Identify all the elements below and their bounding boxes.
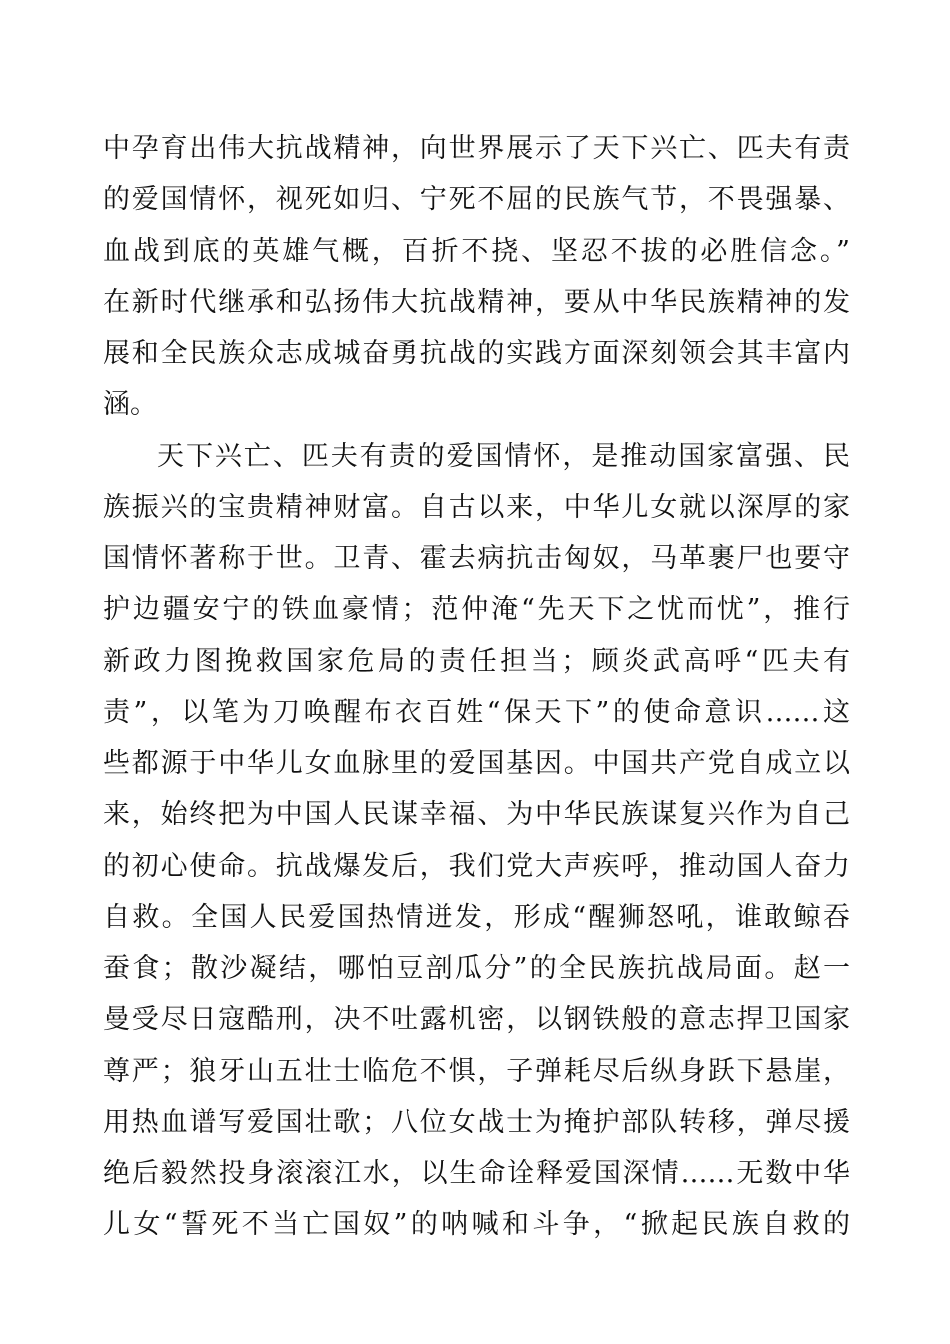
text-line: 用热血谱写爱国壮歌；八位女战士为掩护部队转移，弹尽援 (103, 1106, 850, 1138)
text-line: 绝后毅然投身滚滚江水，以生命诠释爱国深情……无数中华 (103, 1158, 850, 1189)
text-line: 来，始终把为中国人民谋幸福、为中华民族谋复兴作为自己 (103, 799, 850, 831)
text-line: 自救。全国人民爱国热情迸发，形成“醒狮怒吼，谁敢鲸吞 (103, 901, 850, 933)
text-line: 曼受尽日寇酷刑，决不吐露机密，以钢铁般的意志捍卫国家 (103, 1004, 850, 1036)
text-line: 蚕食；散沙凝结，哪怕豆剖瓜分”的全民族抗战局面。赵一 (103, 953, 850, 984)
text-line: 在新时代继承和弘扬伟大抗战精神，要从中华民族精神的发 (103, 286, 850, 318)
text-line: 涵。 (103, 389, 157, 421)
text-line: 族振兴的宝贵精神财富。自古以来，中华儿女就以深厚的家 (103, 491, 850, 523)
text-line: 尊严；狼牙山五壮士临危不惧，子弹耗尽后纵身跃下悬崖， (103, 1055, 850, 1087)
text-line: 天下兴亡、匹夫有责的爱国情怀，是推动国家富强、民 (157, 440, 850, 472)
text-line: 护边疆安宁的铁血豪情；范仲淹“先天下之忧而忧”，推行 (103, 594, 850, 626)
text-line: 血战到底的英雄气概，百折不挠、坚忍不拔的必胜信念。” (103, 235, 850, 267)
text-line: 展和全民族众志成城奋勇抗战的实践方面深刻领会其丰富内 (103, 338, 850, 369)
text-line: 的爱国情怀，视死如归、宁死不屈的民族气节，不畏强暴、 (103, 184, 850, 216)
text-line: 中孕育出伟大抗战精神，向世界展示了天下兴亡、匹夫有责 (103, 133, 850, 164)
text-line: 儿女“誓死不当亡国奴”的呐喊和斗争，“掀起民族自救的 (103, 1209, 850, 1241)
body-text (103, 123, 850, 1251)
paragraph-patriotism (103, 431, 850, 1251)
text-line: 国情怀著称于世。卫青、霍去病抗击匈奴，马革裹尸也要守 (103, 543, 850, 574)
text-line: 新政力图挽救国家危局的责任担当；顾炎武高呼“匹夫有 (103, 645, 850, 677)
text-line: 的初心使命。抗战爆发后，我们党大声疾呼，推动国人奋力 (103, 850, 850, 882)
text-line: 责”，以笔为刀唤醒布衣百姓“保天下”的使命意识……这 (103, 696, 850, 728)
paragraph-continued (103, 123, 850, 431)
text-line: 些都源于中华儿女血脉里的爱国基因。中国共产党自成立以 (103, 748, 850, 779)
